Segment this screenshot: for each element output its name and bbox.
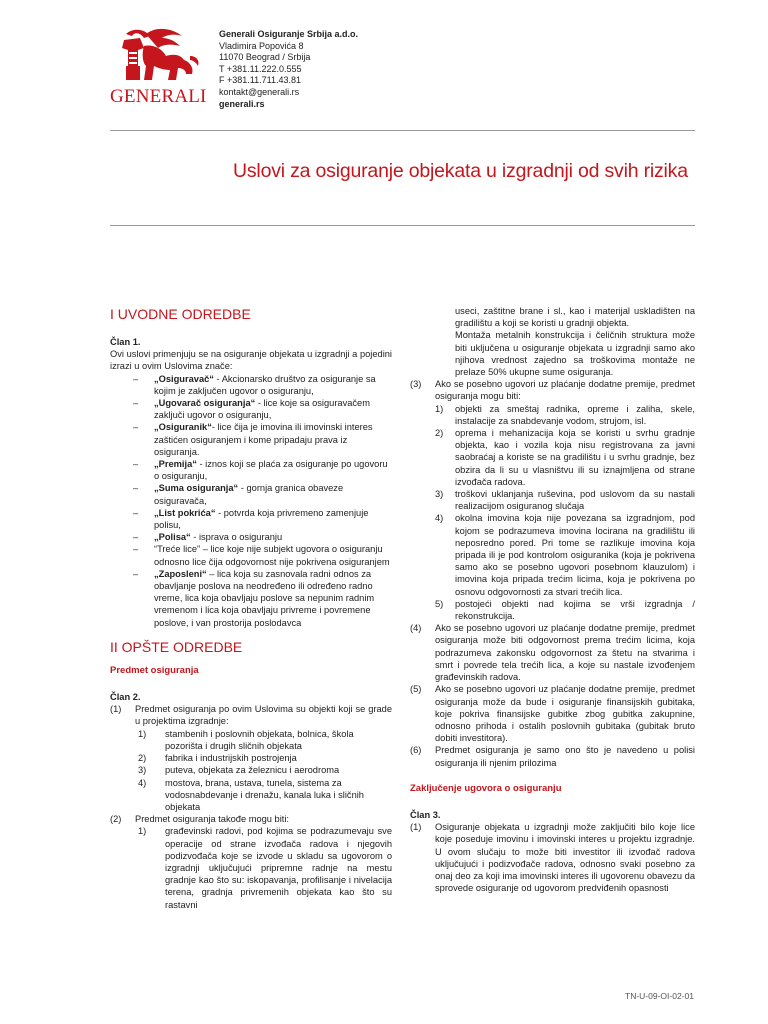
paragraph-item: (6) Predmet osiguranja je samo ono što je navedeno u polisi osiguranja ili njenim prilozima [410,745,695,768]
left-column [110,306,392,911]
definition-item: – „Premija“ - iznos koji se plaća za osiguranje po ugovoru o osiguranju, [133,459,388,482]
sub-item: 2) oprema i mehanizacija koja se koristi u svrhu gradnje objekta, kao i vozila koja nisu registrovana za javni saobraćaj a koriste se na gradilištu i u svrhu gradnje, bez obzira da li su u vlasništvu ili su iznajmljena od strane izvođača radova. [435,428,695,487]
sub-item: 1) stambenih i poslovnih objekata, bolnica, škola pozorišta i drugih sličnih objekata [138,728,354,751]
paragraph-item: (1) Predmet osiguranja po ovim Uslovima su objekti koji se grade u projektima izgradnje: [110,704,392,727]
paragraph-item: (2) Predmet osiguranja takođe mogu biti: [110,814,290,825]
sub-item: 5) postojeći objekti nad kojima se vrši izgradnja / rekonstrukcija. [435,598,695,622]
phone-number: T +381.11.222.0.555 [219,63,302,74]
document-code: TN-U-09-OI-02-01 [625,991,694,1001]
winged-lion-icon [110,26,208,86]
continued-text: Montaža metalnih konstrukcija i čeličnih struktura može biti uključena u osiguranje objekata u izgradnji samo ako njihova vrednost zajedno sa troškovima montaže ne prelaze 50% ukupne sume osiguranja. [455,330,695,378]
article-3-heading: Član 3. [410,809,441,820]
contact-block [219,29,358,110]
right-column [410,305,695,894]
paragraph-item: (5) Ako se posebno ugovori uz plaćanje dodatne premije, predmet osiguranja može da bude i osiguranje finansijskih gubitaka, koje pokriva finansijske gubitke zbog gubitka zakupnine, odnosno prihoda i ostalih poslovnih gubitaka (gubitak bruto dobiti investitora). [410,684,695,744]
article-2-heading: Član 2. [110,692,141,703]
generali-wordmark: GENERALI [110,86,207,107]
definition-item: – „Ugovarač osiguranja“ - lice koje sa osiguravačem zaključi ugovor o osiguranju, [133,398,370,421]
article-1-heading: Član 1. [110,337,141,347]
paragraph-item: (3) Ako se posebno ugovori uz plaćanje dodatne premije, predmet osiguranja mogu biti: [410,379,695,402]
sub-item: 2) fabrika i industrijskih postrojenja [138,753,297,764]
definition-item: – „Osiguranik“- lice čija je imovina ili imovinski interes zaštićen osiguranjem i kome pripadaju prava iz osiguranja. [133,422,373,457]
sub-item: 3) puteva, objekata za železnicu i aerodroma [138,765,340,776]
definition-item: – „Suma osiguranja“ - gornja granica obaveze osiguravača, [133,483,344,506]
definition-item: – „Zaposleni“ – lica koja su zasnovala radni odnos za obavljanje poslova na neodređeno ili određeno radno vreme, lica koja obavljaju poslove sa nepunim radnim vremenom i lica koja obavljaju privreme i povremene poslove, i van prostorija poslodavca [133,568,375,628]
address-street: Vladimira Popovića 8 [219,40,304,51]
paragraph-item: (1) Osiguranje objekata u izgradnji može zaključiti bilo koje lice koje poseduje imovinu i imovinski interes u projektu izgradnje. U ovom slučaju to može biti investitor ili izvođač radova uključujući i podizvođače radova, odnosno svaki posebno za onaj deo za koji ima imovinski interes ili ugovorenu obavezu da sprovede osiguranje od ugovorom predviđenih opasnosti [410,822,695,894]
fax-number: F +381.11.711.43.81 [219,75,301,86]
top-divider [110,130,695,131]
sub-item: 1) objekti za smeštaj radnika, opreme i zaliha, skele, instalacije za snabdevanje vodom, strujom, isl. [435,403,695,426]
sub-item: 3) troškovi uklanjanja ruševina, pod uslovom da su nastali realizacijom osiguranog slučaja [435,489,695,512]
article-1-intro: Ovi uslovi primenjuju se na osiguranje objekata u izgradnji a pojedini izrazi u ovim Uslovima znače: [110,349,392,372]
website-link[interactable]: generali.rs [219,98,265,109]
address-city: 11070 Beograd / Srbija [219,52,311,63]
continued-text: useci, zaštitne brane i sl., kao i materijal uskladišten na gradilištu a koji se koristi u gradnji objekta. [455,306,695,329]
sub-item: 1) građevinski radovi, pod kojima se podrazumevaju sve operacije od strane izvođača radova i njegovih podizvođača koje se izvode u skladu sa ugovorom o izgradnji uključujući pripremne radnje na mestu gradnje kao što su: iskopavanja, profilisanje i nivelacija terena, gradnja privremenih objekata kao što su rastavni [138,826,392,910]
definition-item: – „List pokrića“ - potvrda koja privremeno zamenjuje polisu, [133,507,369,531]
definition-item: – „Osiguravač“ - Akcionarsko društvo za osiguranje sa kojim je zaključen ugovor o osiguranju, [133,373,376,396]
section-heading-uvodne: I UVODNE ODREDBE [110,306,251,322]
definition-item: – “Treće lice” – lice koje nije subjekt ugovora o osiguranju odnosno lice čija odgovornost nije pokrivena osiguranjem [133,544,390,567]
definition-item: – „Polisa“ - isprava o osiguranju [133,532,283,543]
document-title: Uslovi za osiguranje objekata u izgradnji od svih rizika [233,160,688,182]
title-divider [110,225,695,226]
company-name: Generali Osiguranje Srbija a.d.o. [219,29,359,39]
subheading-zakljucenje: Zaključenje ugovora o osiguranju [410,782,562,794]
section-heading-opste: II OPŠTE ODREDBE [110,638,243,655]
paragraph-item: (4) Ako se posebno ugovori uz plaćanje dodatne premije, predmet osiguranja može biti odgovornost prema trećim licima, koja podrazumeva zakonsku odgovornost za štetu na stvarima i smrt i povrede tela trećih lica, a koje su nastale izvođenjem građevinskih radova. [410,623,695,683]
sub-item: 4) okolna imovina koja nije povezana sa izgradnjom, pod kojom se podrazumeva imovina locirana na gradilištu ili neposredno pored. Pri tome se razlikuje imovina koja pripada ili je pod kontrolom osiguranika (koja je pokrivena samo ako se posebno ugovori posebnom klauzulom) i imovina koja pripada trećim licima, koja je pokrivena po osnovu odgovornosti za stvari trećih lica. [435,513,695,597]
sub-item: 4) mostova, brana, ustava, tunela, sistema za vodosnabdevanje i drenažu, kanala luka i sličnih objekata [138,777,364,812]
subheading-predmet: Predmet osiguranja [110,664,199,676]
email-link[interactable]: kontakt@generali.rs [219,86,300,97]
